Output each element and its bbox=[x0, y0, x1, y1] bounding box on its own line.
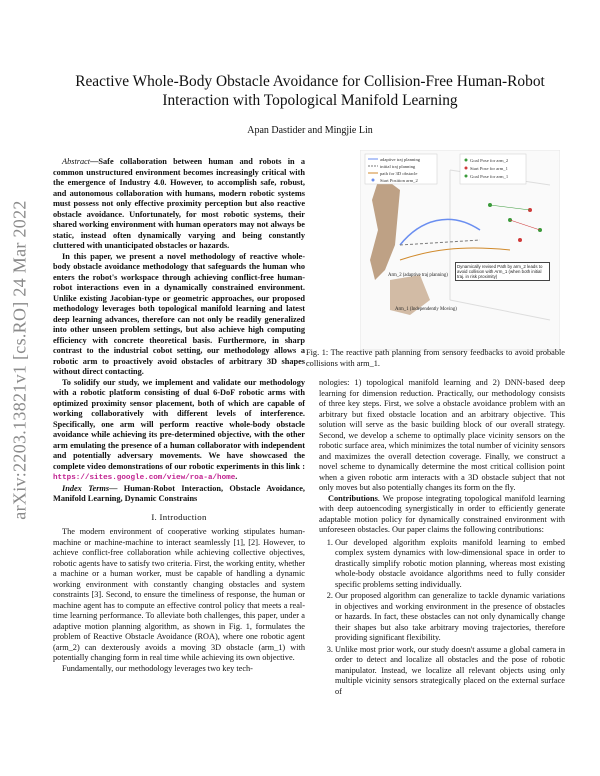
paper-title: Reactive Whole-Body Obstacle Avoidance for Collision-Free Human-Robot Interaction with Topological Manifold Learning bbox=[75, 73, 545, 109]
legend-adaptive: adaptive traj planning bbox=[380, 157, 421, 162]
annotation-arm1: Arm_1 (Independently Moving) bbox=[395, 307, 457, 312]
intro-p2: Fundamentally, our methodology leverages two key tech- bbox=[62, 663, 253, 673]
arxiv-id: arXiv:2203.13821v1 [cs.RO] 24 Mar 2022 bbox=[9, 200, 30, 520]
legend-swatch-goal1 bbox=[465, 175, 468, 178]
contributions-text: . We propose integrating topological manifold learning with deep autoencoding synergistically in order to efficiently generate adaptable motion policy for dynamically constrained environment with unforeseen obstacles. Our paper claims the following contributions: bbox=[319, 493, 565, 534]
section-heading-intro: I. Introduction bbox=[151, 511, 207, 522]
abstract-p3 bbox=[53, 378, 305, 484]
right-column bbox=[319, 378, 565, 698]
arxiv-stamp bbox=[5, 195, 35, 525]
index-terms-label: Index Terms bbox=[62, 483, 110, 493]
video-link[interactable]: https://sites.google.com/view/roa-a/home bbox=[53, 474, 236, 482]
legend-start-arm2: Start Position arm_2 bbox=[380, 178, 418, 183]
index-terms-text: — Human-Robot Interaction, Obstacle Avoidance, Manifold Learning, Dynamic Constrains bbox=[53, 483, 306, 503]
legend-start-arm1: Start Pose for arm_1 bbox=[470, 166, 508, 171]
intro-p1: The modern environment of cooperative working stipulates human-machine or machine-machine to interact seamlessly [1], [2]. However, to achieve conflict-free collaboration while achieving collective objectives, robotic agents have to satisfy two criteria. First, the working entity, whether a machine or a human worker, must be capable of handling a dynamic working environment with constantly changing obstacles and system constraints [3]. Second, to ensure the timeliness of response, the human or machine agent has to compute an effective control policy that meets a real-time learning performance. To alleviate both challenges, this paper, under a adaptive motion planning algorithm, as shown in Fig. 1, formulates the problem of Reactive Obstacle Avoidance (ROA), where one robotic agent (arm_2) can dexterously avoids a moving 3D obstacle (arm_1) with potentially changing form in real time while achieving its own objective. bbox=[53, 527, 305, 662]
contributions-paragraph bbox=[319, 494, 565, 536]
legend-goal-arm1: Goal Pose for arm_1 bbox=[470, 174, 509, 179]
figure-1 bbox=[360, 150, 560, 375]
list-item: 2. Our proposed algorithm can generalize to tackle dynamic variations in objectives and working environment in the presence of obstacles or hazards. In fact, these obstacles can not only dynamically change their shapes but also take arbitrary moving trajectories, therefore providing significant flexibility. bbox=[335, 591, 565, 644]
annotation-1: Dynamically revised Path by arm_2 leads to avoid collision with Arm_1 (when both initial traj. in risk proximity) bbox=[455, 262, 550, 281]
start-point bbox=[518, 238, 522, 242]
figure-caption: Fig. 1: The reactive path planning from sensory feedbacks to avoid probable collisions with arm_1. bbox=[306, 348, 565, 368]
legend-obstacle: path for 3D obstacle bbox=[380, 171, 418, 176]
abstract-p1 bbox=[53, 157, 305, 252]
legend-swatch-goal2 bbox=[465, 159, 468, 162]
right-p1: nologies: 1) topological manifold learning and 2) DNN-based deep learning for dimension reduction. Practically, our methodology consists of three key steps. First, we solve a obstacle avoidance problem with an arbitrary but fixed obstacle location and an arbitrary objective. This solution will serve as the basic building block of our overall strategy. Second, we develop a scheme to optimally place vicinity sensors on the robotic surface area, which minimizes the total number of vicinity sensors and maximizes the overall detection coverage. Finally, we construct a novel scheme to dynamically determine the most critical collision point when a given robotic arm interacts with a 3D obstacle subject that not only moves but also potentially changes its form on the fly. bbox=[319, 378, 565, 492]
abstract-text-1: —Safe collaboration between human and robots in a common unstructured environment becomes increasingly critical with the emergence of Industry 4.0. However, to accomplish safe, robust, and autonomous collaboration with humans, modern robotic systems must possess not only effective proximity perception but also reactive obstacle avoidance. Unfortunately, for most robotic systems, their shared working environment with human operators may not always be static, instead often dynamically varying and being constantly cluttered with unanticipated obstacles or hazards. bbox=[53, 157, 305, 250]
link-period: . bbox=[235, 472, 238, 481]
legend-initial: initial traj planning bbox=[380, 164, 416, 169]
abstract-label: Abstract bbox=[62, 157, 91, 166]
annotation-1-box bbox=[455, 262, 550, 286]
index-terms bbox=[53, 484, 305, 505]
list-item: 1. Our developed algorithm exploits manifold learning to embed complex system dynamics with low-dimensional space in order to drastically simplify robotic motion planning, whereas most existing whole-body obstacle avoidance algorithms need to fully consider specific problems setting individually. bbox=[335, 538, 565, 591]
list-item: 3. Unlike most prior work, our study doesn't assume a global camera in order to detect and localize all obstacles and the pose of robotic manipulator. Instead, we localize all relevant objects using only multiple vicinity sensors strategically placed on the external surface of bbox=[335, 645, 565, 698]
contributions-label: Contributions bbox=[328, 493, 378, 503]
annotation-arm2: Arm_2 (adaptive traj planning) bbox=[388, 273, 448, 278]
legend-goal-arm2: Goal Pose for arm_2 bbox=[470, 158, 509, 163]
abstract-text-3: To solidify our study, we implement and validate our methodology with a robotic platform consisting of dual 6-DoF robotic arms with optimized proximity sensor placement, both of which are capable of working collaboratively with different levels of interference. Specifically, one arm will perform reactive whole-body obstacle avoidance while achieving its pre-determined objective, with the other arm emulating the presence of a human collaborator with independent and potentially adversary movements. We have showcased the complete video demonstrations of our robotic experiments in this link : bbox=[53, 377, 305, 471]
abstract-p2: In this paper, we present a novel methodology of reactive whole-body obstacle avoidance methodology that safeguards the human who enters the robot's workspace through achieving conflict-free human-robot interactions even in a dynamically constrained environment. Unlike existing Jacobian-type or geometric approaches, our proposed methodology leverages both topological manifold learning and latest deep learning advances, therefore can not only be readily generalized into other unseen problem settings, but also achieve high computing efficiency with concrete theoretical basis. Furthermore, in sharp contrast to the industrial cobot setting, our methodology allows a robotic arm to proactively avoid obstacles of arbitrary 3D shapes without direct contacting. bbox=[53, 251, 305, 376]
legend-swatch-start2 bbox=[372, 179, 375, 182]
legend-swatch-start1 bbox=[465, 167, 468, 170]
contributions-list bbox=[319, 538, 565, 698]
paper-authors: Apan Dastider and Mingjie Lin bbox=[247, 125, 373, 136]
left-column bbox=[53, 157, 305, 674]
